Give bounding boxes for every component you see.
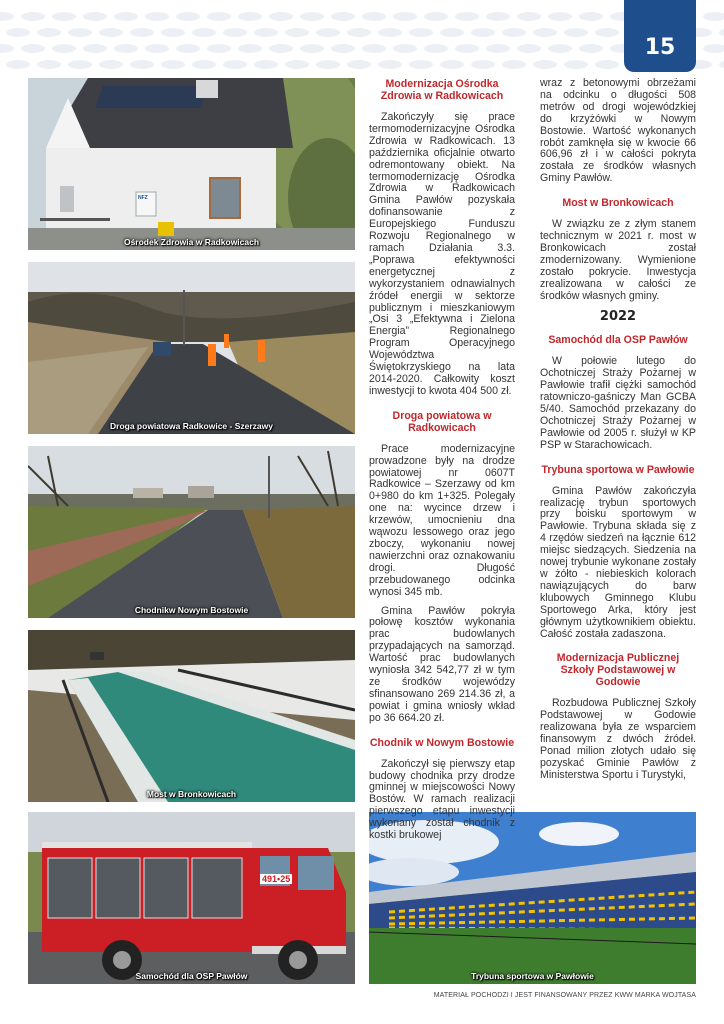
pattern-dot xyxy=(207,44,231,53)
pattern-dot xyxy=(0,12,14,21)
pattern-dot xyxy=(99,28,123,37)
pattern-dot xyxy=(238,12,262,21)
pattern-dot xyxy=(192,60,216,69)
paragraph-szkola: Rozbudowa Publicznej Szkoły Podstawowej w Godowie realizowana była ze wsparciem finansowym z dwóch źródeł. Ponad milion złotych udało się pozyskać Gminie Pawłów z Ministerstwa Sportu i Turystyki, xyxy=(540,697,696,781)
pattern-dot xyxy=(21,44,45,53)
pattern-dot xyxy=(6,60,30,69)
pattern-dot xyxy=(223,28,247,37)
bridge-illustration xyxy=(28,630,355,802)
pattern-dot xyxy=(564,60,588,69)
pattern-dot xyxy=(99,60,123,69)
pattern-dot xyxy=(393,44,417,53)
pattern-dot xyxy=(533,28,557,37)
pattern-dot xyxy=(564,28,588,37)
pattern-dot xyxy=(331,44,355,53)
caption-droga: Droga powiatowa Radkowice - Szerzawy xyxy=(110,421,273,431)
pattern-dot xyxy=(114,12,138,21)
pattern-dot xyxy=(703,44,724,53)
photo-droga-powiatowa xyxy=(28,262,355,434)
pattern-dot xyxy=(254,28,278,37)
pattern-dot xyxy=(517,12,541,21)
pattern-dot xyxy=(300,44,324,53)
pattern-row xyxy=(6,54,724,66)
pattern-dot xyxy=(424,12,448,21)
photo-most xyxy=(28,630,355,802)
paragraph-droga-1: Prace modernizacyjne prowadzone były na drodze powiatowej nr 0607T Radkowice – Szerzawy od km 0+980 do km 1+325. Polegały one na: wycince drzew i krzewów, umocnieniu dna wąwozu lessowego oraz jego zboczy, wykonaniu nowej nawierzchni oraz oznakowaniu drogi. Długość przebudowanego odcinka wynosi 345 mb. xyxy=(369,442,515,598)
pattern-dot xyxy=(52,44,76,53)
pattern-dot xyxy=(37,60,61,69)
pattern-dot xyxy=(440,60,464,69)
heading-trybuna: Trybuna sportowa w Pawłowie xyxy=(541,463,695,476)
caption-samochod: Samochód dla OSP Pawłów xyxy=(135,971,248,981)
pattern-dot xyxy=(440,28,464,37)
pattern-dot xyxy=(595,60,619,69)
paragraph-chodnik: Zakończył się pierwszy etap budowy chodnika przy drodze gminnej w miejscowości Nowy Bostów. W ramach realizacji pierwszego etapu inwestycji wykonany został chodnik z kostki brukowej xyxy=(369,757,515,842)
pattern-dot xyxy=(254,60,278,69)
pattern-dot xyxy=(471,60,495,69)
pattern-dot xyxy=(176,12,200,21)
text-column-1 xyxy=(369,78,515,849)
pattern-dot xyxy=(703,12,724,21)
pattern-dot xyxy=(300,12,324,21)
pattern-dot xyxy=(223,60,247,69)
pattern-dot xyxy=(161,60,185,69)
paragraph-most: W związku ze z złym stanem technicznym w 2021 r. most w Bronkowicach został zmodernizowany. Wymienione zostało pokrycie. Inwestycja zrealizowana w całości ze środków własnych gminy. xyxy=(540,218,696,302)
pattern-dot xyxy=(378,60,402,69)
pattern-dot xyxy=(548,12,572,21)
pattern-dot xyxy=(719,28,724,37)
pattern-dot xyxy=(502,60,526,69)
heading-samochod: Samochód dla OSP Pawłów xyxy=(548,334,688,347)
heading-most: Most w Bronkowicach xyxy=(562,197,674,210)
paragraph-samochod: W połowie lutego do Ochotniczej Straży Pożarnej w Pawłowie trafił ciężki samochód ratowniczo-gaśniczy Man GCBA 5/40. Samochód przekazany do Ochotniczej Straży Pożarnej w Pawłowie od 2005 r. służył w KP PSP w Starachowicach. xyxy=(540,355,696,451)
caption-osrodek: Ośrodek Zdrowia w Radkowicach xyxy=(123,237,260,247)
pattern-dot xyxy=(145,12,169,21)
heading-chodnik: Chodnik w Nowym Bostowie xyxy=(369,736,515,749)
photo-osrodek-zdrowia xyxy=(28,78,355,250)
pattern-dot xyxy=(455,12,479,21)
pattern-row xyxy=(6,22,724,34)
photo-samochod xyxy=(28,812,355,984)
pattern-dot xyxy=(316,28,340,37)
pattern-dot xyxy=(362,44,386,53)
heading-szkola: Modernizacja Publicznej Szkoły Podstawowej w Godowie xyxy=(556,652,680,689)
paragraph-osrodek: Zakończyły się prace termomodernizacyjne Ośrodka Zdrowia w Radkowicach. 13 października oficjalnie otwarto odremontowany obiekt. Na termomodernizację Ośrodka Zdrowia w Radkowicach Gmina Pawłów pozyskała dofinansowanie z Europejskiego Funduszu Rozwoju Regionalnego w ramach Działania 3.3. „Poprawa efektywności energetycznej z wykorzystaniem odnawialnych źródeł energii w sektorze publicznym i mieszkaniowym „Osi 3 „Efektywna i Zielona Energia” Regionalnego Program Operacyjnego Województwa Świętokrzyskiego na lata 2014-2020. Całkowity koszt inwestycji to kwota 404 500 zł. xyxy=(369,111,515,397)
paragraph-droga-2: Gmina Pawłów pokryła połowę kosztów wykonania prac budowlanych przypadających na samorząd. Wartość prac budowlanych wyniosła 342 542,77 zł w tym ze środków wojewódzy sfinansowano 269 214.36 zł, a powiat i gmina wniosły wkład po 36 664.20 zł. xyxy=(369,604,515,724)
page-number: 15 xyxy=(624,0,696,72)
pattern-dot xyxy=(331,12,355,21)
pattern-dot xyxy=(130,60,154,69)
pattern-dot xyxy=(409,60,433,69)
pattern-dot xyxy=(455,44,479,53)
pattern-dot xyxy=(362,12,386,21)
pattern-dot xyxy=(548,44,572,53)
pattern-dot xyxy=(114,44,138,53)
pattern-dot xyxy=(37,28,61,37)
pattern-dot xyxy=(207,12,231,21)
year-heading: 2022 xyxy=(599,308,637,324)
pattern-dot xyxy=(579,12,603,21)
pattern-dot xyxy=(145,44,169,53)
pattern-dot xyxy=(176,44,200,53)
pattern-row xyxy=(0,6,724,18)
text-column-2 xyxy=(540,78,696,789)
pattern-dot xyxy=(316,60,340,69)
pattern-dot xyxy=(285,60,309,69)
pattern-dot xyxy=(579,44,603,53)
footer-disclaimer: MATERIAŁ POCHODZI I JEST FINANSOWANY PRZEZ KWW MARKA WOJTASA xyxy=(433,992,696,999)
paragraph-trybuna: Gmina Pawłów zakończyła realizację trybun sportowych przy boisku sportowym w Pawłowie. Trybuna składa się z 4 rzędów siedzeń na łącznie 612 miejsc siedzących. Siedzenia na nowej trybunie wykonane zostały w żółto - niebieskich kolorach nawiązujących do barw klubowych Gminnego Klubu Sportowego Arka, który jest głównym użytkownikiem obiektu. Całość została zadaszona. xyxy=(540,484,696,640)
photo-chodnik xyxy=(28,446,355,618)
pattern-dot xyxy=(161,28,185,37)
pattern-dot xyxy=(83,44,107,53)
pattern-dot xyxy=(68,60,92,69)
pattern-dot xyxy=(269,44,293,53)
pattern-dot xyxy=(285,28,309,37)
pattern-dot xyxy=(0,44,14,53)
health-centre-illustration xyxy=(28,78,355,250)
caption-trybuna: Trybuna sportowa w Pawłowie xyxy=(471,971,594,981)
pattern-dot xyxy=(269,12,293,21)
pattern-dot xyxy=(238,44,262,53)
pattern-dot xyxy=(68,28,92,37)
pattern-dot xyxy=(719,60,724,69)
pattern-dot xyxy=(471,28,495,37)
fire-truck-number: 491▪25 xyxy=(262,874,291,884)
header-pattern xyxy=(0,0,724,72)
pattern-dot xyxy=(192,28,216,37)
nfz-sign: NFZ xyxy=(138,195,148,201)
pattern-dot xyxy=(486,12,510,21)
pattern-row xyxy=(0,38,724,50)
pattern-dot xyxy=(347,60,371,69)
pattern-dot xyxy=(517,44,541,53)
caption-chodnik: Chodnikw Nowym Bostowie xyxy=(134,605,249,615)
pattern-dot xyxy=(52,12,76,21)
heading-osrodek: Modernizacja Ośrodka Zdrowia w Radkowicach xyxy=(380,78,504,102)
road-illustration xyxy=(28,262,355,434)
heading-droga: Droga powiatowa w Radkowicach xyxy=(392,409,492,434)
pattern-dot xyxy=(393,12,417,21)
paragraph-chodnik-continued: wraz z betonowymi obrzeżami na odcinku o długości 508 metrów od drogi wojewódzkiej do krzyżówki w Nowym Bostowie. Wartość wykonanych robót zamknęła się w kwocie 66 606,96 zł i w całości pokryta została ze środków własnych Gminy Pawłów. xyxy=(540,77,696,185)
pattern-dot xyxy=(83,12,107,21)
pattern-dot xyxy=(347,28,371,37)
sidewalk-illustration xyxy=(28,446,355,618)
pattern-dot xyxy=(409,28,433,37)
caption-most: Most w Bronkowicach xyxy=(146,789,237,799)
pattern-dot xyxy=(21,12,45,21)
pattern-dot xyxy=(130,28,154,37)
fire-truck-illustration xyxy=(28,812,355,984)
pattern-dot xyxy=(6,28,30,37)
pattern-dot xyxy=(378,28,402,37)
pattern-dot xyxy=(595,28,619,37)
pattern-dot xyxy=(533,60,557,69)
pattern-dot xyxy=(486,44,510,53)
pattern-dot xyxy=(424,44,448,53)
pattern-dot xyxy=(502,28,526,37)
